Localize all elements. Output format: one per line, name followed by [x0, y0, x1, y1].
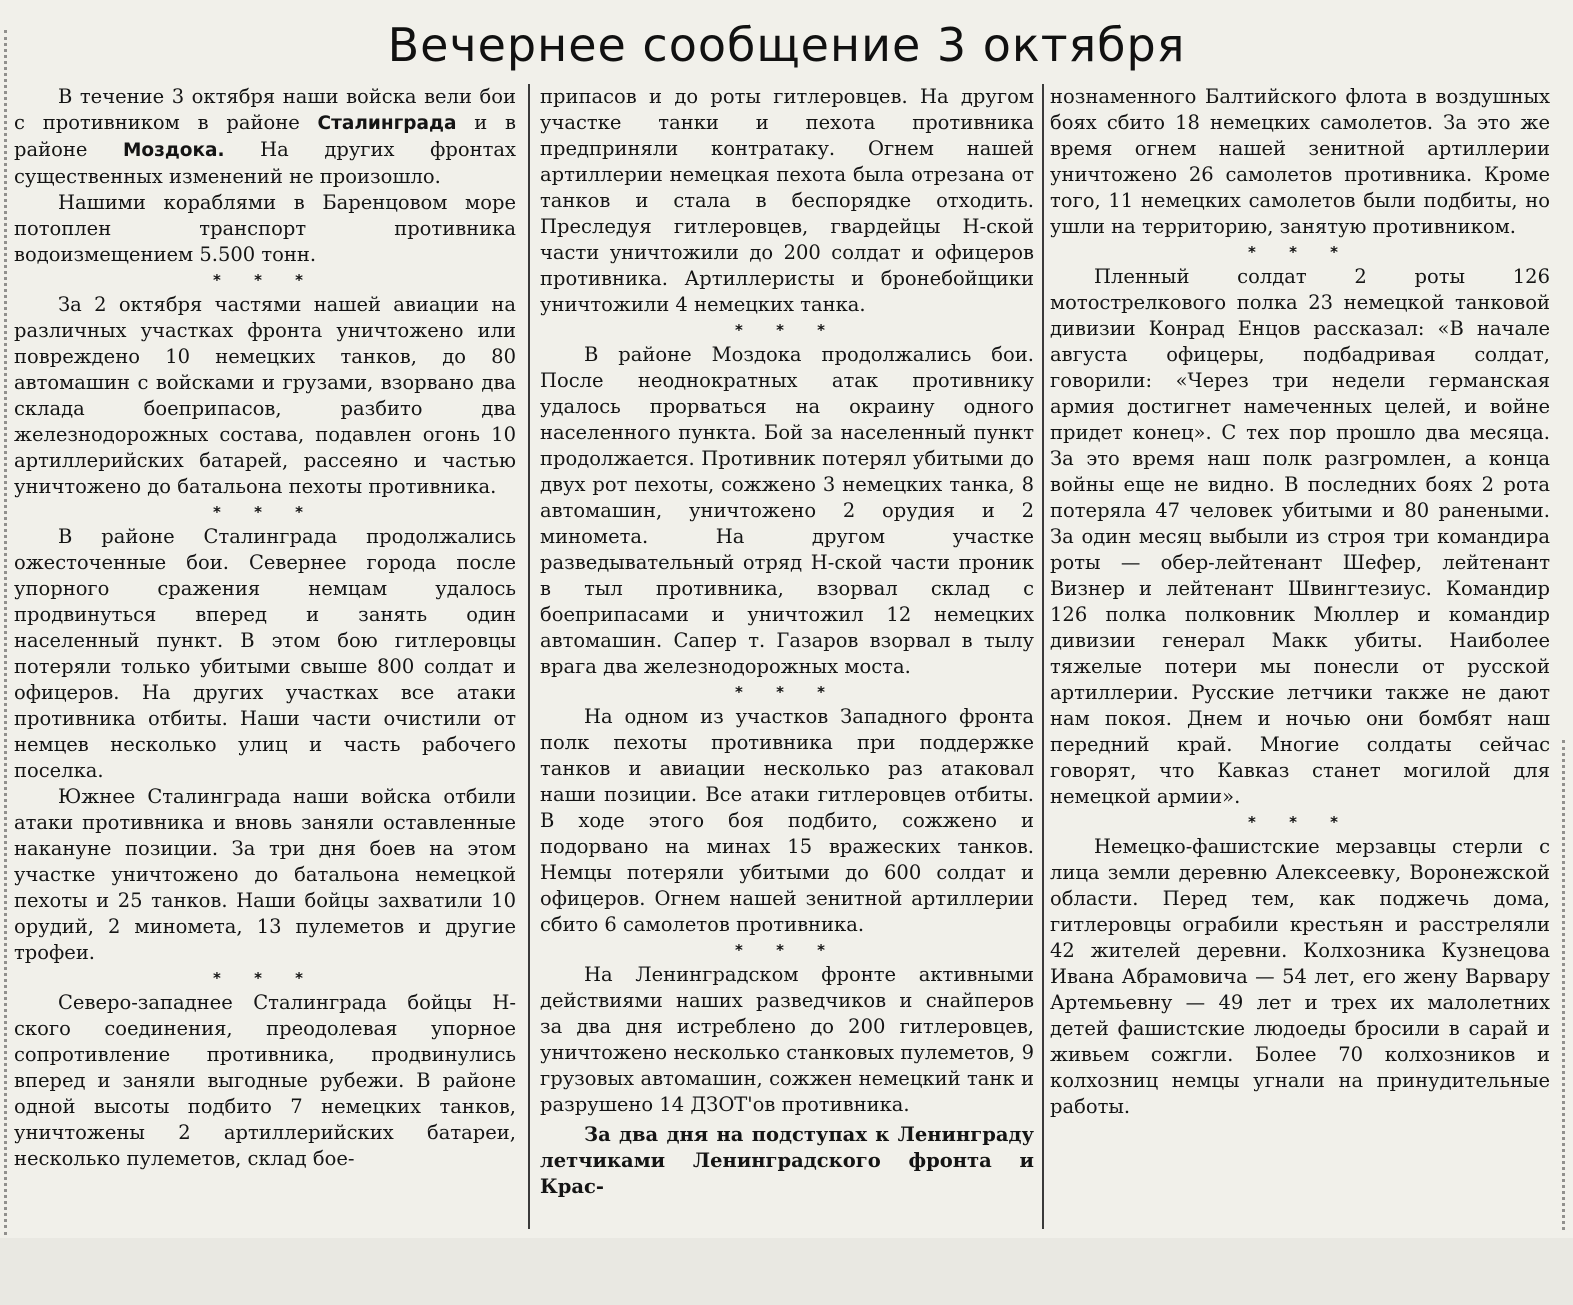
- paragraph: В районе Моздока продолжались бои. После неоднократных атак противнику удалось прорваться на окраину одного населенного пункта. Бой за населенный пункт продолжается. Противник потерял убитыми до двух рот пехоты, сожжено 3 немецких танка, 8 автомашин, уничтожено 2 орудия и 2 миномета. На другом участке разведывательный отряд Н-ской части проник в тыл противника, взорвал склад с боеприпасами и уничтожил 12 немецких автомашин. Сапер т. Газаров взорвал в тылу врага два железнодорожных моста.: [540, 343, 1034, 678]
- column-1: [14, 84, 516, 1234]
- section-separator: * * *: [1248, 243, 1352, 261]
- paragraph: Пленный солдат 2 роты 126 мотострелкового полка 23 немецкой танковой дивизии Конрад Енцов рассказал: «В начале августа офицеры, подбадривая солдат, говорили: «Через три недели германская армия достигнет намеченных целей, и войне придет конец». С тех пор прошло два месяца. За это время наш полк разгромлен, а конца войны еще не видно. В последних боях 2 рота потеряла 47 человек убитыми и 80 ранеными. За один месяц выбыли из строя три командира роты — обер-лейтенант Шефер, лейтенант Визнер и лейтенант Швингтезиус. Командир 126 полка полковник Мюллер и командир дивизии генерал Макк убиты. Наиболее тяжелые потери мы понесли от русской артиллерии. Русские летчики также не дают нам покоя. Днем и ночью они бомбят наш передний край. Многие солдаты сейчас говорят, что Кавказ станет могилой для немецкой армии».: [1050, 265, 1550, 808]
- right-margin-edge: [1562, 740, 1568, 1230]
- section-separator: * * *: [213, 271, 317, 289]
- paragraph: нознаменного Балтийского флота в воздушных боях сбито 18 немецких самолетов. За это же время огнем нашей зенитной артиллерии уничтожено 26 самолетов противника. Кроме того, 11 немецких самолетов были подбиты, но ушли на территорию, занятую противником.: [1050, 85, 1550, 238]
- text-span: На других фронтах существенных изменений не произошло.: [14, 138, 516, 188]
- paragraph: Нашими кораблями в Баренцовом море потоплен транспорт противника водоизмещением 5.500 тонн.: [14, 191, 516, 266]
- bold-place-name: Сталинграда: [317, 113, 457, 134]
- section-separator: * * *: [735, 321, 839, 339]
- section-separator: * * *: [213, 503, 317, 521]
- paragraph: За два дня на подступах к Ленинграду летчиками Ленинградского фронта и Крас-: [540, 1123, 1034, 1198]
- paragraph: припасов и до роты гитлеровцев. На другом участке танки и пехота противника предприняли контратаку. Огнем нашей артиллерии немецкая пехота была отрезана от танков и стала в беспорядке отходить. Преследуя гитлеровцев, гвардейцы Н-ской части уничтожили до 200 солдат и офицеров противника. Артиллеристы и бронебойщики уничтожили 4 немецких танка.: [540, 85, 1034, 316]
- column-divider: [528, 84, 530, 1229]
- column-divider: [1042, 84, 1044, 1229]
- section-separator: * * *: [735, 941, 839, 959]
- text-span: В течение 3 октября наши войска вели бои с противником в районе: [14, 85, 516, 134]
- section-separator: * * *: [735, 683, 839, 701]
- column-2: [540, 84, 1034, 1234]
- section-separator: * * *: [213, 969, 317, 987]
- paragraph: В районе Сталинграда продолжались ожесточенные бои. Севернее города после упорного сражения немцам удалось продвинуться вперед и занять один населенный пункт. В этом бою гитлеровцы потеряли только убитыми свыше 800 солдат и офицеров. На других участках все атаки противника отбиты. Наши части очистили от немцев несколько улиц и часть рабочего поселка.: [14, 525, 516, 782]
- paragraph: Немецко-фашистские мерзавцы стерли с лица земли деревню Алексеевку, Воронежской области. Перед тем, как поджечь дома, гитлеровцы ограбили крестьян и расстреляли 42 жителей деревни. Колхозника Кузнецова Ивана Абрамовича — 54 лет, его жену Варвару Артемьевну — 49 лет и трех их малолетних детей фашистские людоеды бросили в сарай и живьем сожгли. Более 70 колхозников и колхозниц немцы угнали на принудительные работы.: [1050, 835, 1550, 1118]
- bold-place-name: Моздока.: [122, 140, 225, 161]
- paragraph: На Ленинградском фронте активными действиями наших разведчиков и снайперов за два дня истреблено до 200 гитлеровцев, уничтожено несколько станковых пулеметов, 9 грузовых автомашин, сожжен немецкий танк и разрушено 14 ДЗОТ'ов противника.: [540, 963, 1034, 1116]
- column-3: [1050, 84, 1550, 1234]
- paragraph: [14, 84, 516, 190]
- section-separator: * * *: [1248, 813, 1352, 831]
- headline: Вечернее сообщение 3 октября: [387, 18, 1186, 72]
- left-margin-edge: [4, 30, 10, 1235]
- top-clipped-text-edge: [500, 0, 1400, 12]
- paragraph: Северо-западнее Сталинграда бойцы Н-ского соединения, преодолевая упорное сопротивление противника, продвинулись вперед и заняли выгодные рубежи. В районе одной высоты подбито 7 немецких танков, уничтожены 2 артиллерийских батареи, несколько пулеметов, склад бое-: [14, 991, 516, 1170]
- blank-bottom-margin: [0, 1238, 1573, 1305]
- paragraph: За 2 октября частями нашей авиации на различных участках фронта уничтожено или повреждено 10 немецких танков, до 80 автомашин с войсками и грузами, взорвано два склада боеприпасов, разбито два железнодорожных состава, подавлен огонь 10 артиллерийских батарей, рассеяно и частью уничтожено до батальона пехоты противника.: [14, 293, 516, 498]
- paragraph: Южнее Сталинграда наши войска отбили атаки противника и вновь заняли оставленные накануне позиции. За три дня боев на этом участке уничтожено до батальона немецкой пехоты и 25 танков. Наши бойцы захватили 10 орудий, 2 миномета, 13 пулеметов и другие трофеи.: [14, 785, 516, 964]
- paragraph: На одном из участков Западного фронта полк пехоты противника при поддержке танков и авиации несколько раз атаковал наши позиции. Все атаки гитлеровцев отбиты. В ходе этого боя подбито, сожжено и подорвано на минах 15 вражеских танков. Немцы потеряли убитыми до 600 солдат и офицеров. Огнем нашей зенитной артиллерии сбито 6 самолетов противника.: [540, 705, 1034, 936]
- text-span: и в районе: [14, 111, 516, 161]
